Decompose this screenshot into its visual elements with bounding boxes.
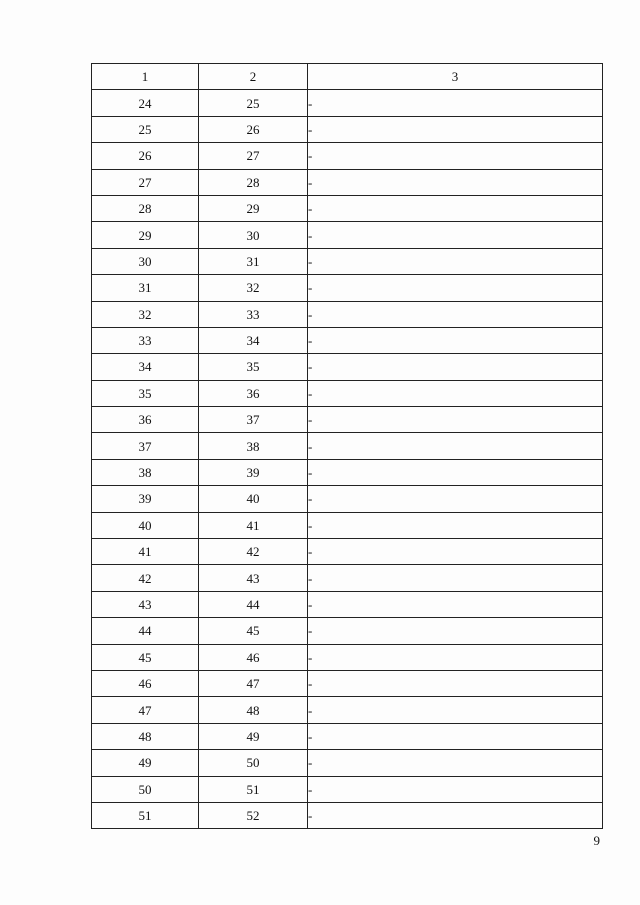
table-cell-col-3: - xyxy=(308,169,603,195)
table-cell-col-3: - xyxy=(308,354,603,380)
table-cell-col-3: - xyxy=(308,512,603,538)
table-cell-col-2: 41 xyxy=(199,512,308,538)
page-number: 9 xyxy=(593,833,600,848)
table-body xyxy=(92,90,603,829)
table-cell-col-2: 50 xyxy=(199,750,308,776)
table-row xyxy=(92,275,603,301)
table-cell-col-2: 25 xyxy=(199,90,308,116)
table-cell-col-2: 32 xyxy=(199,275,308,301)
table-cell-col-3: - xyxy=(308,697,603,723)
table-cell-col-1: 32 xyxy=(92,301,199,327)
table-cell-col-2: 31 xyxy=(199,248,308,274)
table-row xyxy=(92,248,603,274)
data-table xyxy=(91,63,603,829)
table-cell-col-3: - xyxy=(308,301,603,327)
table-row xyxy=(92,486,603,512)
table-cell-col-2: 30 xyxy=(199,222,308,248)
table-cell-col-2: 46 xyxy=(199,644,308,670)
table-row xyxy=(92,618,603,644)
table-cell-col-2: 37 xyxy=(199,407,308,433)
table-cell-col-1: 28 xyxy=(92,195,199,221)
table-cell-col-1: 41 xyxy=(92,539,199,565)
table-cell-col-3: - xyxy=(308,90,603,116)
table-cell-col-1: 34 xyxy=(92,354,199,380)
table-row xyxy=(92,327,603,353)
table-row xyxy=(92,776,603,802)
table-cell-col-3: - xyxy=(308,116,603,142)
table-cell-col-2: 39 xyxy=(199,459,308,485)
table-cell-col-1: 43 xyxy=(92,591,199,617)
table-cell-col-2: 38 xyxy=(199,433,308,459)
table-row xyxy=(92,539,603,565)
table-cell-col-2: 44 xyxy=(199,591,308,617)
table-row xyxy=(92,723,603,749)
table-cell-col-1: 29 xyxy=(92,222,199,248)
table-cell-col-3: - xyxy=(308,486,603,512)
table-cell-col-2: 28 xyxy=(199,169,308,195)
table-cell-col-1: 47 xyxy=(92,697,199,723)
table-cell-col-1: 27 xyxy=(92,169,199,195)
table-cell-col-2: 43 xyxy=(199,565,308,591)
table-cell-col-3: - xyxy=(308,565,603,591)
table-cell-col-3: - xyxy=(308,723,603,749)
table-cell-col-1: 39 xyxy=(92,486,199,512)
column-header-1: 1 xyxy=(92,64,199,90)
table-cell-col-1: 48 xyxy=(92,723,199,749)
table-cell-col-1: 44 xyxy=(92,618,199,644)
table-cell-col-2: 42 xyxy=(199,539,308,565)
table-cell-col-1: 33 xyxy=(92,327,199,353)
table-cell-col-1: 37 xyxy=(92,433,199,459)
table-cell-col-1: 26 xyxy=(92,143,199,169)
table-header-row xyxy=(92,64,603,90)
table-cell-col-2: 49 xyxy=(199,723,308,749)
table-row xyxy=(92,644,603,670)
table-row xyxy=(92,354,603,380)
table-cell-col-3: - xyxy=(308,380,603,406)
table-row xyxy=(92,90,603,116)
table-cell-col-3: - xyxy=(308,591,603,617)
table-cell-col-3: - xyxy=(308,327,603,353)
table-row xyxy=(92,116,603,142)
table-row xyxy=(92,169,603,195)
table-cell-col-2: 33 xyxy=(199,301,308,327)
table-row xyxy=(92,697,603,723)
table-cell-col-2: 47 xyxy=(199,670,308,696)
table-cell-col-2: 51 xyxy=(199,776,308,802)
table-cell-col-3: - xyxy=(308,459,603,485)
table-cell-col-2: 48 xyxy=(199,697,308,723)
table-row xyxy=(92,750,603,776)
table-row xyxy=(92,380,603,406)
table-cell-col-2: 52 xyxy=(199,802,308,828)
table-cell-col-1: 25 xyxy=(92,116,199,142)
table-cell-col-2: 26 xyxy=(199,116,308,142)
table-cell-col-1: 45 xyxy=(92,644,199,670)
table-cell-col-3: - xyxy=(308,644,603,670)
table-cell-col-2: 27 xyxy=(199,143,308,169)
table-cell-col-1: 36 xyxy=(92,407,199,433)
table-cell-col-1: 40 xyxy=(92,512,199,538)
table-cell-col-1: 51 xyxy=(92,802,199,828)
table-row xyxy=(92,195,603,221)
table-cell-col-2: 34 xyxy=(199,327,308,353)
table-cell-col-1: 46 xyxy=(92,670,199,696)
table-cell-col-2: 35 xyxy=(199,354,308,380)
table-cell-col-1: 31 xyxy=(92,275,199,301)
table-cell-col-3: - xyxy=(308,802,603,828)
table-cell-col-1: 30 xyxy=(92,248,199,274)
table-cell-col-1: 24 xyxy=(92,90,199,116)
table-row xyxy=(92,459,603,485)
table-row xyxy=(92,433,603,459)
table-cell-col-3: - xyxy=(308,670,603,696)
table-cell-col-2: 36 xyxy=(199,380,308,406)
table-cell-col-3: - xyxy=(308,222,603,248)
table-cell-col-1: 38 xyxy=(92,459,199,485)
column-header-3: 3 xyxy=(308,64,603,90)
table-cell-col-3: - xyxy=(308,433,603,459)
table-row xyxy=(92,565,603,591)
column-header-2: 2 xyxy=(199,64,308,90)
table-cell-col-3: - xyxy=(308,248,603,274)
table-row xyxy=(92,407,603,433)
table-cell-col-2: 45 xyxy=(199,618,308,644)
table-cell-col-1: 42 xyxy=(92,565,199,591)
table-row xyxy=(92,143,603,169)
table-cell-col-1: 49 xyxy=(92,750,199,776)
table-cell-col-3: - xyxy=(308,195,603,221)
table-cell-col-3: - xyxy=(308,776,603,802)
table-cell-col-2: 29 xyxy=(199,195,308,221)
table-row xyxy=(92,591,603,617)
table-cell-col-3: - xyxy=(308,275,603,301)
table-row xyxy=(92,301,603,327)
table-cell-col-1: 50 xyxy=(92,776,199,802)
table-cell-col-3: - xyxy=(308,750,603,776)
table-cell-col-3: - xyxy=(308,143,603,169)
table-row xyxy=(92,670,603,696)
table-cell-col-2: 40 xyxy=(199,486,308,512)
table-row xyxy=(92,802,603,828)
table-cell-col-1: 35 xyxy=(92,380,199,406)
table-row xyxy=(92,512,603,538)
table-cell-col-3: - xyxy=(308,539,603,565)
table-row xyxy=(92,222,603,248)
table-cell-col-3: - xyxy=(308,407,603,433)
table-cell-col-3: - xyxy=(308,618,603,644)
